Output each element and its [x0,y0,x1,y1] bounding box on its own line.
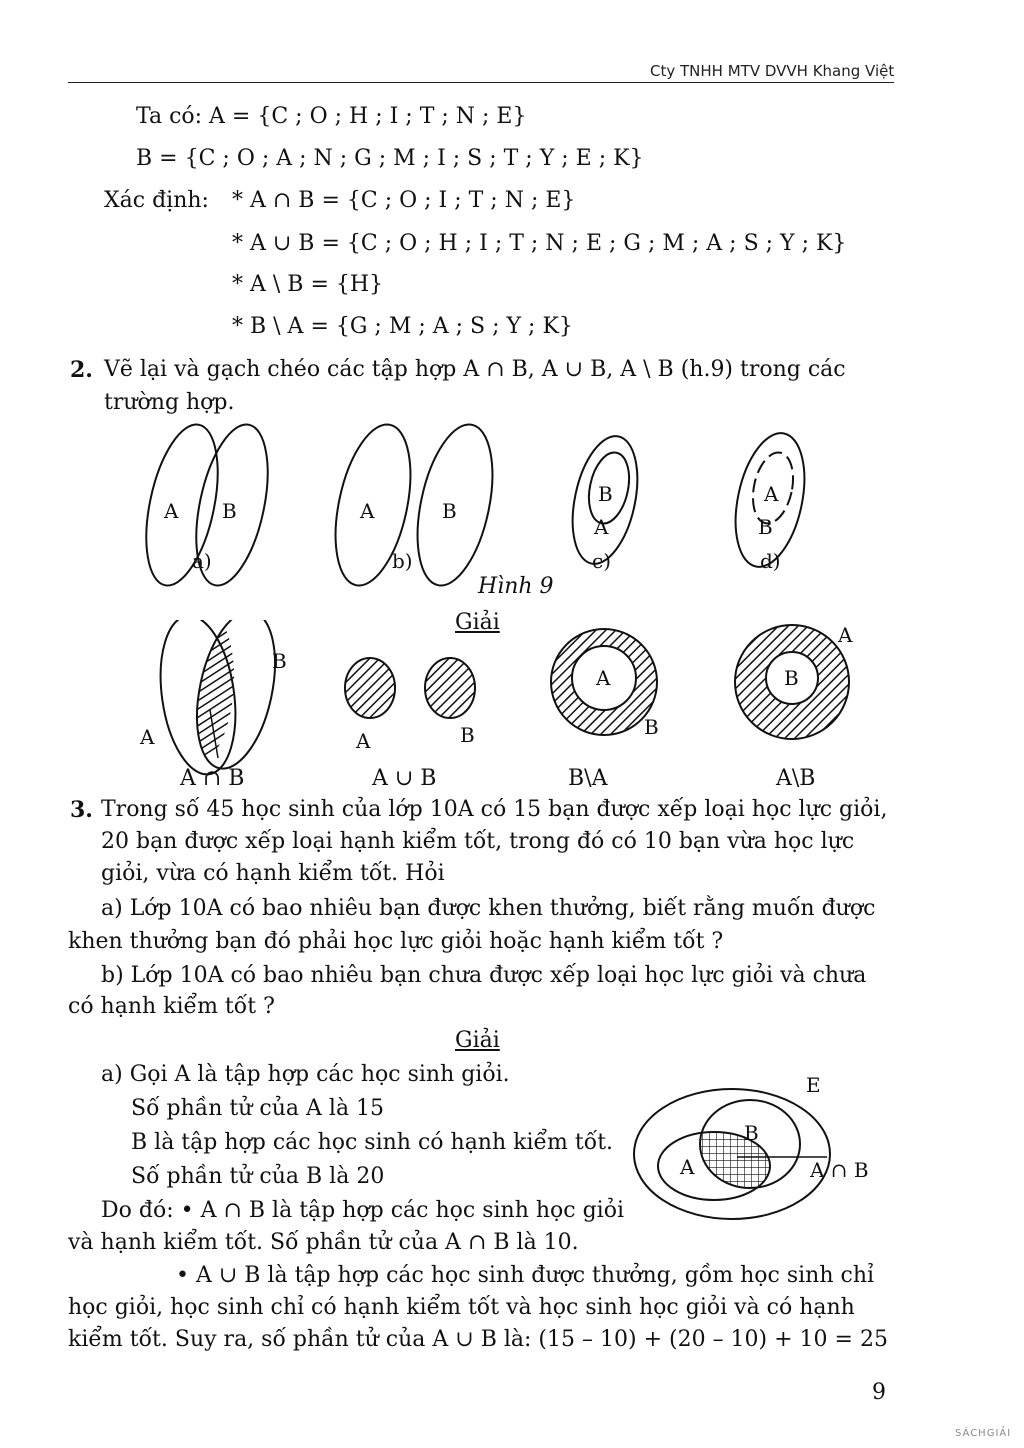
ex3-question-b1: b) Lớp 10A có bao nhiêu bạn chưa được xếp loại học lực giỏi và chưa [101,963,867,988]
ex3-sol-line6: và hạnh kiểm tốt. Số phần tử của A ∩ B là 10. [68,1230,579,1255]
ex3-sol-line7: • A ∪ B là tập hợp các học sinh được thưởng, gồm học sinh chỉ [176,1263,875,1288]
solution-intersection [151,620,288,779]
watermark-logo: SÁCHGIẢI [955,1428,1012,1439]
ex3-text-line2: 20 bạn được xếp loại hạnh kiểm tốt, trong đó có 10 bạn vừa học lực [101,829,855,854]
solution-union [345,658,475,718]
fig-b-label-B: B [442,499,457,523]
sol1-label-A: A [140,725,155,749]
header-company: Cty TNHH MTV DVVH Khang Việt [650,62,895,80]
a-minus-b-line: * A \ B = {H} [232,272,384,297]
sol2-label-B: B [460,723,475,747]
fig-d-label-A: A [764,482,779,506]
caption-a: a) [192,549,212,573]
ex3-question-a1: a) Lớp 10A có bao nhiêu bạn được khen thưởng, biết rằng muốn được [101,896,876,921]
determine-label: Xác định: [104,188,209,213]
ex2-text-line2: trường hợp. [104,390,235,415]
ex3-text-line1: Trong số 45 học sinh của lớp 10A có 15 bạn được xếp loại học lực giỏi, [101,797,888,822]
sol-caption-union: A ∪ B [372,766,437,791]
intersection-line: * A ∩ B = {C ; O ; I ; T ; N ; E} [232,188,576,213]
ex3-question-a2: khen thưởng bạn đó phải học lực giỏi hoặc hạnh kiểm tốt ? [68,929,724,954]
solution-heading-ex2: Giải [455,610,500,635]
b-minus-a-line: * B \ A = {G ; M ; A ; S ; Y ; K} [232,314,573,339]
sol3-label-A: A [596,666,611,690]
ex3-label-E: E [806,1073,821,1097]
fig-c-label-A: A [594,515,609,539]
set-b-line: B = {C ; O ; A ; N ; G ; M ; I ; S ; T ; Y ; E ; K} [136,146,644,171]
ex3-text-line3: giỏi, vừa có hạnh kiểm tốt. Hỏi [101,861,445,886]
sol-caption-intersection: A ∩ B [180,766,245,791]
ex3-sol-line9: kiểm tốt. Suy ra, số phần tử của A ∪ B là: (15 – 10) + (20 – 10) + 10 = 25 [68,1327,888,1352]
sol3-label-B: B [644,715,659,739]
ex3-sol-line5: Do đó: • A ∩ B là tập hợp các học sinh học giỏi [101,1198,624,1223]
ex3-sol-line2: Số phần tử của A là 15 [131,1096,385,1121]
fig-d-label-B: B [758,515,773,539]
caption-b: b) [392,549,413,573]
ex3-label-B: B [744,1121,759,1145]
ex3-label-AB: A ∩ B [810,1158,869,1182]
ex3-venn-diagram [632,1062,902,1232]
fig-a-label-A: A [164,499,179,523]
fig-a-label-B: B [222,499,237,523]
ex3-sol-line3: B là tập hợp các học sinh có hạnh kiểm tốt. [131,1130,614,1155]
ex3-number: 3. [70,797,93,823]
ex2-number: 2. [70,357,93,383]
ex3-sol-line4: Số phần tử của B là 20 [131,1164,385,1189]
sol1-label-B: B [272,649,287,673]
union-line: * A ∪ B = {C ; O ; H ; I ; T ; N ; E ; G ; M ; A ; S ; Y ; K} [232,231,847,256]
sol-caption-b-minus-a: B\A [568,766,608,791]
sol-caption-a-minus-b: A\B [776,766,816,791]
fig-b-label-A: A [360,499,375,523]
set-a-line: Ta có: A = {C ; O ; H ; I ; T ; N ; E} [136,104,527,129]
figure-title: Hình 9 [478,574,554,599]
sol4-label-B: B [784,666,799,690]
ex3-question-b2: có hạnh kiểm tốt ? [68,994,275,1019]
ex3-sol-line8: học giỏi, học sinh chỉ có hạnh kiểm tốt và học sinh học giỏi và có hạnh [68,1295,855,1320]
sol2-label-A: A [356,729,371,753]
ex2-text-line1: Vẽ lại và gạch chéo các tập hợp A ∩ B, A ∪ B, A \ B (h.9) trong các [104,357,846,382]
venn-b-disjoint [323,418,506,593]
solution-heading-ex3: Giải [455,1028,500,1053]
ex3-sol-line1: a) Gọi A là tập hợp các học sinh giỏi. [101,1062,510,1087]
caption-c: c) [592,549,612,573]
fig-c-label-B: B [598,482,613,506]
sol4-label-A: A [838,623,853,647]
page-number: 9 [872,1380,886,1405]
caption-d: d) [760,549,781,573]
header-rule [68,82,894,83]
ex3-label-A: A [680,1155,695,1179]
